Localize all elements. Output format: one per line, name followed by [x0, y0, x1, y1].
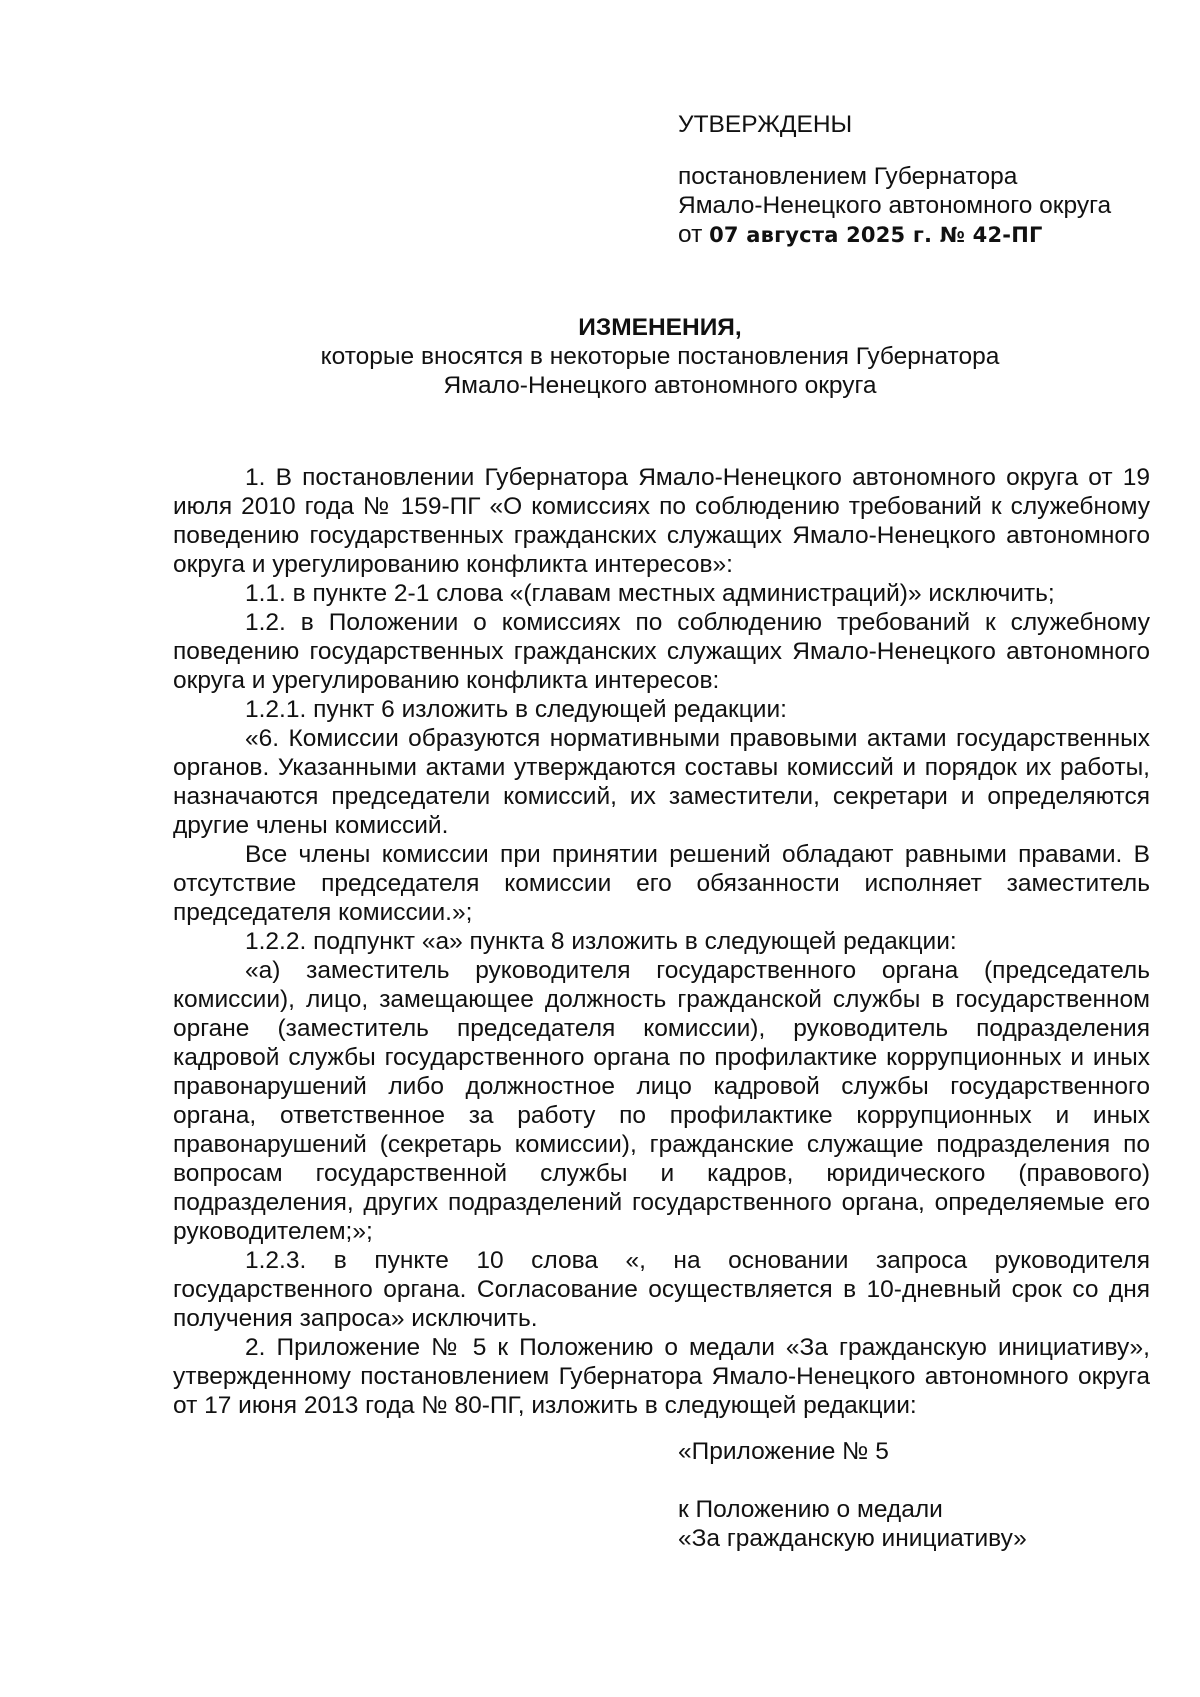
approval-line-2: Ямало-Ненецкого автономного округа [678, 192, 1112, 219]
annex-line-1: к Положению о медали [678, 1496, 943, 1523]
annex-title: «Приложение № 5 [678, 1438, 889, 1465]
annex-line-2: «За гражданскую инициативу» [678, 1525, 1027, 1552]
document-subtitle-1: которые вносятся в некоторые постановления Губернатора [320, 343, 1000, 370]
annex-block [678, 1437, 1158, 1553]
paragraph-1-2-3: 1.2.3. в пункте 10 слова «, на основании запроса руководителя государственного органа. Согласование осуществляется в 10-дневный срок со дня получения запроса» исключить. [173, 1247, 1150, 1332]
paragraph-1-1: 1.1. в пункте 2-1 слова «(главам местных администраций)» исключить; [245, 580, 1055, 607]
paragraph-subpoint-a: «а) заместитель руководителя государственного органа (председатель комиссии), лицо, замещающее должность гражданской службы в государственном органе (заместитель председателя комиссии), руководитель подразделения кадровой службы государственного органа по профилактике коррупционных и иных правонарушений либо должностное лицо кадровой службы государственного органа, ответственное за работу по профилактике коррупционных и иных правонарушений (секретарь комиссии), гражданские служащие подразделения по вопросам государственной службы и кадров, юридического (правового) подразделения, других подразделений государственного органа, определяемые его руководителем;»; [173, 957, 1150, 1245]
paragraph-1: 1. В постановлении Губернатора Ямало-Ненецкого автономного округа от 19 июля 2010 года № 159-ПГ «О комиссиях по соблюдению требований к служебному поведению государственных гражданских служащих Ямало-Ненецкого автономного округа и урегулированию конфликта интересов»: [173, 464, 1150, 578]
approval-line-1: постановлением Губернатора [678, 163, 1018, 190]
paragraph-point-6: «6. Комиссии образуются нормативными правовыми актами государственных органов. Указанными актами утверждаются составы комиссий и порядок их работы, назначаются председатели комиссий, их заместители, секретари и определяются другие члены комиссий. [173, 725, 1150, 839]
document-title: ИЗМЕНЕНИЯ, [578, 314, 742, 341]
approval-date-line [678, 220, 1158, 250]
paragraph-point-6-continued: Все члены комиссии при принятии решений обладают равными правами. В отсутствие председателя комиссии его обязанности исполняет заместитель председателя комиссии.»; [173, 841, 1150, 926]
document-body [173, 463, 1150, 1420]
approval-date-number: 07 августа 2025 г. № 42-ПГ [709, 223, 1043, 247]
paragraph-1-2-1: 1.2.1. пункт 6 изложить в следующей редакции: [245, 696, 787, 723]
paragraph-1-2: 1.2. в Положении о комиссиях по соблюдению требований к служебному поведению государственных гражданских служащих Ямало-Ненецкого автономного округа и урегулированию конфликта интересов: [173, 609, 1150, 694]
approval-date-prefix: от [678, 221, 710, 248]
paragraph-2: 2. Приложение № 5 к Положению о медали «За гражданскую инициативу», утвержденному постановлением Губернатора Ямало-Ненецкого автономного округа от 17 июня 2013 года № 80-ПГ, изложить в следующей редакции: [173, 1334, 1150, 1419]
document-subtitle-2: Ямало-Ненецкого автономного округа [443, 372, 877, 399]
document-title-block [140, 313, 1180, 400]
approved-heading: УТВЕРЖДЕНЫ [678, 111, 853, 138]
paragraph-1-2-2: 1.2.2. подпункт «а» пункта 8 изложить в следующей редакции: [245, 928, 957, 955]
approval-block [678, 110, 1158, 250]
